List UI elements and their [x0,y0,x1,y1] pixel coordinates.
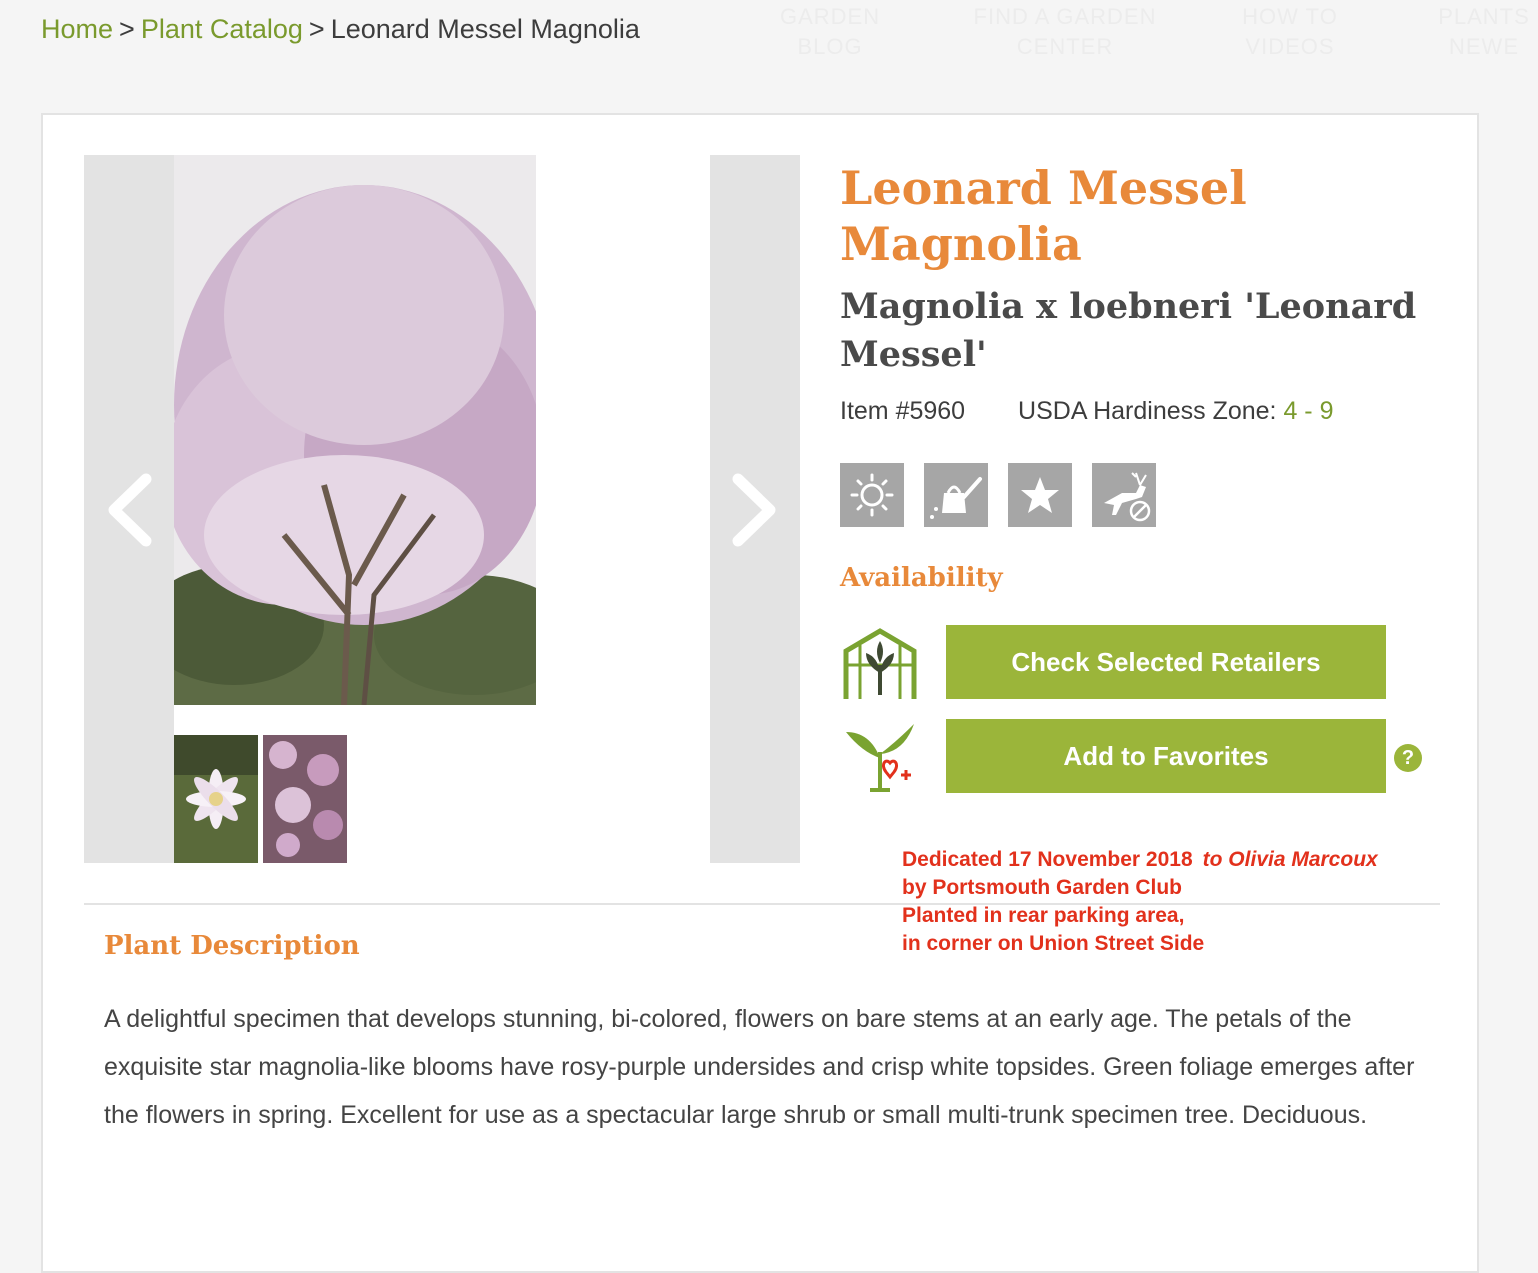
item-number: Item #5960 [840,397,966,425]
breadcrumb-current: Leonard Messel Magnolia [330,14,640,44]
magnolia-tree-photo [174,155,536,705]
hardiness-zone-value: 4 - 9 [1283,397,1334,425]
section-divider [84,903,1440,905]
nav-item-how-to-videos[interactable]: HOW TO VIDEOS [1242,4,1338,59]
greenhouse-icon [840,625,920,701]
dedication-recipient: to Olivia Marcoux [1202,848,1378,871]
plant-meta [840,397,1333,426]
top-navigation [760,0,1538,70]
plant-common-name: Leonard Messel Magnolia [840,161,1247,271]
dedication-note [902,846,1378,958]
breadcrumb-catalog-link[interactable]: Plant Catalog [140,14,303,44]
watering-can-icon[interactable] [924,463,988,527]
sun-icon[interactable] [840,463,904,527]
gallery-next-button[interactable] [710,155,800,863]
nav-item-find-garden-center[interactable]: FIND A GARDEN CENTER [973,4,1157,59]
dedication-line-3: Planted in rear parking area, [902,904,1185,927]
deer-resistant-icon[interactable] [1092,463,1156,527]
breadcrumb-separator: > [119,14,135,44]
product-card [41,113,1479,1273]
dedication-line-1 [902,846,1378,874]
breadcrumb-separator: > [308,14,325,44]
plant-heart-favorite-icon [840,718,920,794]
chevron-left-icon [84,465,174,555]
thumbnail-flower-closeup[interactable] [174,735,258,863]
plant-description-heading: Plant Description [104,931,360,961]
gallery-prev-button[interactable] [84,155,174,863]
dedication-line-4: in corner on Union Street Side [902,932,1205,955]
thumbnail-tree-blossoms[interactable] [263,735,347,863]
availability-heading: Availability [840,563,1003,593]
dedication-date: Dedicated 17 November 2018 [902,848,1193,871]
chevron-right-icon [710,465,800,555]
nav-item-garden-blog[interactable]: GARDEN BLOG [780,4,881,59]
dedication-line-2: by Portsmouth Garden Club [902,876,1183,899]
plant-description-text: A delightful specimen that develops stunning, bi-colored, flowers on bare stems at an early age. The petals of the exquisite star magnolia-like blooms have rosy-purple undersides and crisp white topsides. Green foliage emerges after the flowers in spring. Excellent for use as a spectacular large shrub or small multi-trunk specimen tree. Deciduous. [104,1005,1415,1129]
plant-latin-name: Magnolia x loebneri 'Leonard Messel' [840,286,1417,375]
star-icon[interactable] [1008,463,1072,527]
check-selected-retailers-button[interactable]: Check Selected Retailers [946,625,1386,699]
breadcrumb [41,14,640,45]
nav-item-plants-new[interactable]: PLANTS NEWE [1438,4,1530,59]
help-icon[interactable]: ? [1394,744,1422,772]
hardiness-zone-label: USDA Hardiness Zone: [1018,397,1277,425]
add-to-favorites-button[interactable]: Add to Favorites [946,719,1386,793]
breadcrumb-home-link[interactable]: Home [41,14,114,44]
